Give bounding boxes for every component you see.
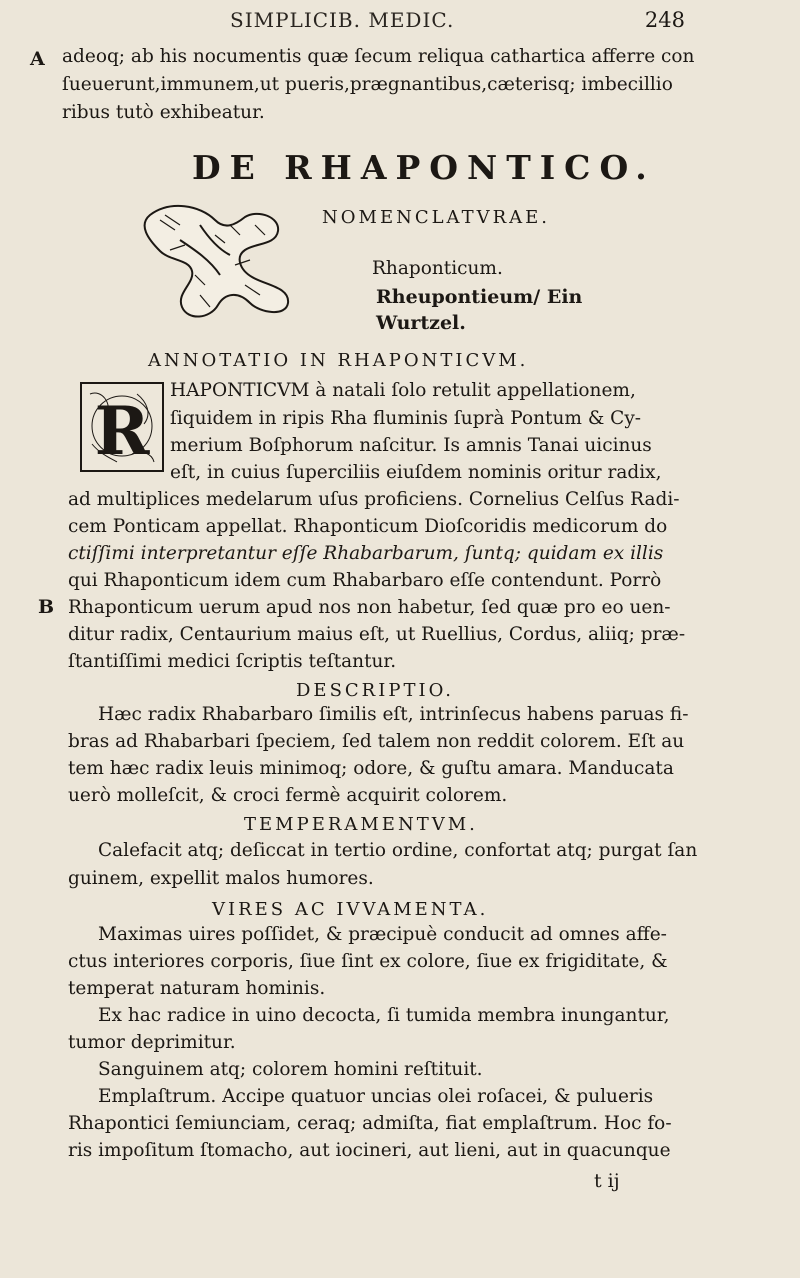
- descriptio-line: uerò molleſcit, & croci fermè acquirit colorem.: [68, 785, 508, 806]
- descriptio-line: Hæc radix Rhabarbaro ſimilis eſt, intrinſecus habens paruas fi-: [98, 704, 689, 725]
- temperamentum-line: Calefacit atq; deſiccat in tertio ordine, confortat atq; purgat ſan: [98, 840, 698, 861]
- annotatio-line: merium Boſphorum naſcitur. Is amnis Tanai uicinus: [170, 435, 652, 456]
- margin-letter-a: A: [30, 48, 45, 70]
- vires-line: Maximas uires poſſidet, & præcipuè conducit ad omnes affe-: [98, 924, 667, 945]
- annotatio-heading: ANNOTATIO IN RHAPONTICVM.: [148, 350, 529, 371]
- vires-line: tumor deprimitur.: [68, 1032, 236, 1053]
- temperamentum-heading: TEMPERAMENTVM.: [244, 814, 478, 835]
- annotatio-line: eſt, in cuius ſuperciliis eiuſdem nominis oritur radix,: [170, 462, 662, 483]
- annotatio-line: ditur radix, Centaurium maius eſt, ut Ruellius, Cordus, aliiq; præ-: [68, 624, 686, 645]
- nomenclature-german-line2: Wurtzel.: [376, 312, 466, 334]
- rhapontic-root-illustration: [140, 195, 300, 325]
- svg-text:R: R: [94, 392, 150, 470]
- vires-line: Ex hac radice in uino decocta, ſi tumida membra inungantur,: [98, 1005, 670, 1026]
- annotatio-line: ctiſſimi interpretantur eſſe Rhabarbarum, ſuntq; quidam ex illis: [68, 543, 664, 564]
- descriptio-line: tem hæc radix leuis minimoq; odore, & guſtu amara. Manducata: [68, 758, 674, 779]
- intro-line: adeoq; ab his nocumentis quæ ſecum reliqua cathartica afferre con: [62, 46, 695, 67]
- vires-heading: VIRES AC IVVAMENTA.: [212, 899, 489, 920]
- chapter-title: DE RHAPONTICO.: [192, 148, 656, 187]
- decorated-initial-r: [80, 382, 164, 472]
- vires-line: ris impoſitum ſtomacho, aut iocineri, aut lieni, aut in quacunque: [68, 1140, 671, 1161]
- temperamentum-line: guinem, expellit malos humores.: [68, 868, 374, 889]
- annotatio-line: HAPONTICVM à natali ſolo retulit appellationem,: [170, 380, 636, 401]
- margin-letter-b: B: [38, 596, 55, 618]
- descriptio-heading: DESCRIPTIO.: [296, 680, 454, 701]
- annotatio-line: ſiquidem in ripis Rha fluminis ſuprà Pontum & Cy-: [170, 408, 642, 429]
- annotatio-line: ad multiplices medelarum uſus proficiens. Cornelius Celſus Radi-: [68, 489, 680, 510]
- vires-line: Sanguinem atq; colorem homini reſtituit.: [98, 1059, 483, 1080]
- nomenclature-german-line1: Rheupontieum/ Ein: [376, 286, 583, 308]
- folio-number: 248: [644, 8, 685, 32]
- intro-line: ribus tutò exhibeatur.: [62, 102, 265, 123]
- running-title: SIMPLICIB. MEDIC.: [230, 8, 455, 32]
- nomenclature-heading: NOMENCLATVRAE.: [322, 207, 550, 228]
- vires-line: Rhapontici ſemiunciam, ceraq; admiſta, fiat emplaſtrum. Hoc fo-: [68, 1113, 672, 1134]
- vires-line: ctus interiores corporis, ſiue ſint ex colore, ſiue ex frigiditate, &: [68, 951, 668, 972]
- annotatio-line: ſtantiſſimi medici ſcriptis teſtantur.: [68, 651, 397, 672]
- vires-line: Emplaſtrum. Accipe quatuor uncias olei roſacei, & pulueris: [98, 1086, 654, 1107]
- descriptio-line: bras ad Rhabarbari ſpeciem, ſed talem non reddit colorem. Eſt au: [68, 731, 685, 752]
- annotatio-line: cem Ponticam appellat. Rhaponticum Dioſcoridis medicorum do: [68, 516, 668, 537]
- initial-r-glyph: [82, 384, 162, 470]
- vires-line: temperat naturam hominis.: [68, 978, 326, 999]
- intro-line: ſueuerunt,immunem,ut pueris,prægnantibus,cæterisq; imbecillio: [62, 74, 673, 95]
- signature-mark: t ij: [594, 1170, 620, 1192]
- annotatio-line: Rhaponticum uerum apud nos non habetur, ſed quæ pro eo uen-: [68, 597, 671, 618]
- annotatio-line: qui Rhaponticum idem cum Rhabarbaro eſſe contendunt. Porrò: [68, 570, 662, 591]
- nomenclature-latin: Rhaponticum.: [372, 258, 503, 279]
